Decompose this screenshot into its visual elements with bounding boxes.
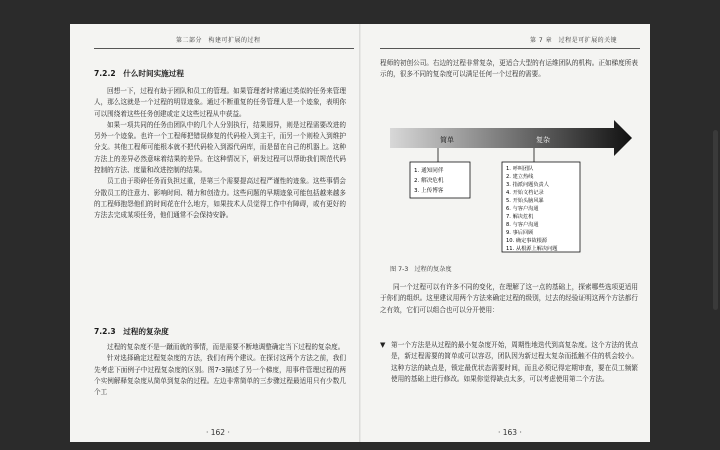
complex-step: 1. 呼叫团队 (506, 166, 534, 172)
complex-step: 3. 指派问题负责人 (506, 182, 549, 188)
figure-caption: 图 7-3 过程的复杂度 (390, 266, 452, 273)
left-paragraph-1: 回想一下，过程有助于团队和员工的管理。如果管理者时常通过类似的任务来管理人，那么这就是一个过程的明显迹象。通过不断重复的任务管理人是一个迹象，表明你可以围绕着这些任务创建或定义这些过程从中获益。 (94, 87, 346, 118)
complex-step: 10. 确定事故根源 (506, 238, 548, 244)
book-spread (70, 24, 650, 442)
vertical-scrollbar[interactable] (713, 130, 718, 310)
complex-step: 4. 开始文档记录 (506, 190, 544, 196)
right-paragraph-2: 同一个过程可以有许多不同的变化，在理解了这一点的基础上，探索哪些选项更适用于你们的组织。这里建议用两个方法来确定过程的级别，过去的经验证明这两个方法都行之有效，它们可以组合也可以分开使用： (380, 283, 638, 314)
right-page (380, 24, 650, 442)
right-body-block-1 (380, 58, 638, 81)
section-heading-7-2-3: 7.2.3 过程的复杂度 (94, 327, 169, 336)
simple-step: 1. 通知同伴 (414, 168, 444, 174)
left-paragraph-4: 过程的复杂度不是一蹴而就的事情，而是需要不断地调整确定当下过程的复杂度。 (107, 343, 345, 351)
right-page-number: · 163 · (498, 427, 522, 437)
right-body-block-2 (380, 282, 638, 316)
left-paragraph-2: 如果一项共同的任务由团队中的几个人分别执行，结果迥异，则是过程需要改进的另外一个迹象。也许一个工程师把错误修复的代码检入到主干，而另一个则检入到维护分支。其他工程师可能根本就不把代码检入到源代码库，而是留在自己的机器上。这种方法上的差异必然意味着结果的差异。在这种情况下，研发过程可以帮助我们规范代码控制的方法、度量和改进控制的结果。 (94, 120, 346, 175)
left-running-header: 第二部分 构建可扩展的过程 (176, 37, 261, 44)
left-body-block-2 (94, 342, 346, 398)
bullet-text-1: 第一个方法是从过程的最小复杂度开始，周期性地迭代到高复杂度。这个方法的优点是，新过程需要的简单或可以容忍，团队因为新过程太复杂而抵触不住的机会较小。这种方法的缺点是，锁定最优状态需要时间，而且必须记得定期审查，要在员工频繁使用的基础上进行修改。如果你觉得缺点太多，可以考虑使用第二个方法。 (391, 341, 638, 383)
complex-step: 11. 从根源上解决问题 (506, 246, 558, 252)
complex-step: 6. 与客户沟通 (506, 206, 539, 212)
right-running-header: 第 7 章 过程是可扩展的关键 (530, 37, 618, 44)
simple-label: 简单 (440, 136, 454, 144)
left-paragraph-3: 员工由于琐碎任务而负担过重，是第三个需要提高过程严谨性的迹象。这些事情会分散员工的注意力、影响时间、精力和创造力。这些问题的早期迹象可能包括越来越多的工程师抱怨他们的时间花在什么地方，如果技术人员觉得工作中有障碍，或有更好的方法去完成某项任务，他们通常不会保持安静。 (94, 177, 346, 220)
simple-step: 3. 上传博客 (414, 188, 444, 194)
section-heading-7-2-2: 7.2.2 什么时间实施过程 (94, 69, 184, 78)
left-body-block-1 (94, 86, 346, 222)
bullet-triangle-icon: ▼ (380, 341, 386, 349)
left-page (94, 24, 366, 442)
left-paragraph-5: 针对选择确定过程复杂度的方法，我们有两个建议。在探讨这两个方法之前，我们先考虑下面例子中过程复杂度的区别。图7-3描述了另一个梯度，用事件管理过程的两个实例解释复杂度从简单到复杂的过程。左边非常简单的三步骤过程最适用只有少数几个工 (94, 354, 346, 397)
complex-step: 2. 建立热线 (506, 174, 534, 180)
right-paragraph-1: 程师的初创公司。右边的过程非常复杂，更适合大型的有运维团队的机构。正如梯度所表示的，很多不同的复杂度可以满足任何一个过程的需要。 (380, 59, 638, 79)
left-page-number: · 162 · (206, 427, 230, 437)
process-complexity-figure (388, 114, 648, 254)
complex-step: 9. 事后回顾 (506, 230, 534, 236)
complex-step: 7. 解决危机 (506, 214, 534, 220)
left-header-rule (94, 48, 354, 49)
complex-step: 8. 与客户沟通 (506, 222, 539, 228)
bullet-item-1 (380, 340, 638, 385)
gradient-arrow (390, 120, 632, 156)
complex-label: 复杂 (536, 136, 550, 144)
simple-step: 2. 解决危机 (414, 178, 444, 184)
complex-step: 5. 开始头脑风暴 (506, 198, 544, 204)
right-header-rule (380, 48, 640, 49)
